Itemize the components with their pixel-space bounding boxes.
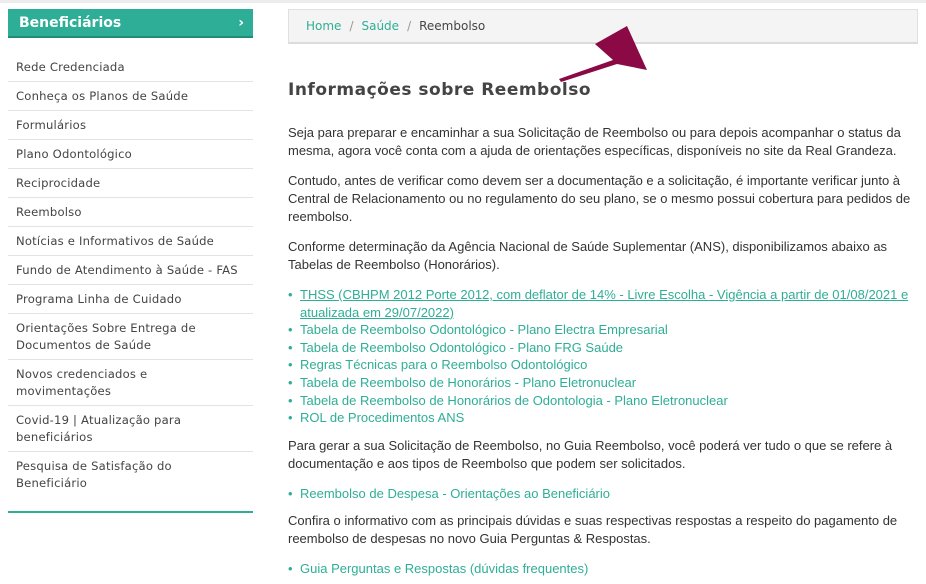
sidebar xyxy=(8,9,253,513)
list-item xyxy=(288,485,918,503)
list-item xyxy=(288,321,918,339)
breadcrumb-current: Reembolso xyxy=(419,19,486,33)
sidebar-item-plano-odontologico[interactable]: Plano Odontológico xyxy=(8,140,253,169)
faq-paragraph: Confira o informativo com as principais dúvidas e suas respectivas respostas a respeito do pagamento de reembolso de despesas no novo Guia Perguntas & Respostas. xyxy=(288,513,898,547)
sidebar-item-reembolso[interactable]: Reembolso xyxy=(8,198,253,227)
list-item xyxy=(288,374,918,392)
top-border xyxy=(0,0,926,3)
sidebar-divider xyxy=(8,511,253,513)
sidebar-item-planos-de-saude[interactable]: Conheça os Planos de Saúde xyxy=(8,82,253,111)
sidebar-title: Beneficiários xyxy=(19,14,122,31)
sidebar-item-pesquisa-satisfacao[interactable]: Pesquisa de Satisfação do Beneficiário xyxy=(16,459,172,490)
thss-table-link[interactable]: THSS (CBHPM 2012 Porte 2012, com deflator de 14% - Livre Escolha - Vigência a partir de 01/08/2021 e atualizada em 29/07/2022) xyxy=(300,287,909,320)
sidebar-item-reciprocidade[interactable]: Reciprocidade xyxy=(8,169,253,198)
honorarios-odonto-eletronuclear-link[interactable]: Tabela de Reembolso de Honorários de Odontologia - Plano Eletronuclear xyxy=(300,392,728,408)
rol-procedimentos-link[interactable]: ROL de Procedimentos ANS xyxy=(300,410,465,426)
intro-paragraph: Seja para preparar e encaminhar a sua Solicitação de Reembolso ou para depois acompanhar o status da mesma, agora você conta com a ajuda de orientações específicas, disponíveis no site da Real Grandeza. xyxy=(288,125,901,158)
main-content xyxy=(288,80,918,584)
sidebar-header[interactable] xyxy=(8,9,253,38)
bullet: • xyxy=(288,287,293,302)
list-item xyxy=(288,392,918,410)
list-item xyxy=(288,356,918,374)
bullet: • xyxy=(288,357,293,373)
list-item xyxy=(288,286,918,321)
odonto-frg-link[interactable]: Tabela de Reembolso Odontológico - Plano FRG Saúde xyxy=(300,339,624,355)
breadcrumb-saude[interactable]: Saúde xyxy=(361,19,400,33)
sidebar-item-rede-credenciada[interactable]: Rede Credenciada xyxy=(8,53,253,82)
coverage-paragraph: Contudo, antes de verificar como devem ser a documentação e a solicitação, é importante verificar junto à Central de Relacionamento ou no regulamento do seu plano, se o mesmo possui cobertura para pedidos de reembolso. xyxy=(288,173,911,224)
list-item xyxy=(288,560,918,578)
bullet: • xyxy=(288,410,293,426)
guia-reembolso-list xyxy=(288,485,918,503)
bullet: • xyxy=(288,322,293,338)
list-item xyxy=(288,339,918,357)
sidebar-item-covid-19[interactable]: Covid-19 | Atualização para beneficiários xyxy=(8,406,253,452)
odonto-electra-link[interactable]: Tabela de Reembolso Odontológico - Plano Electra Empresarial xyxy=(300,322,668,338)
breadcrumb-separator: / xyxy=(407,19,412,33)
page-title: Informações sobre Reembolso xyxy=(288,80,592,100)
sidebar-item-entrega-documentos[interactable]: Orientações Sobre Entrega de Documentos de Saúde xyxy=(8,314,253,360)
breadcrumb-home[interactable]: Home xyxy=(306,19,342,33)
reembolso-despesa-link[interactable]: Reembolso de Despesa - Orientações ao Beneficiário xyxy=(300,485,611,501)
reimbursement-tables-list xyxy=(288,286,918,427)
sidebar-item-formularios[interactable]: Formulários xyxy=(8,111,253,140)
guia-perguntas-link[interactable]: Guia Perguntas e Respostas (dúvidas frequentes) xyxy=(300,561,589,577)
bullet: • xyxy=(288,485,293,501)
honorarios-eletronuclear-link[interactable]: Tabela de Reembolso de Honorários - Plano Eletronuclear xyxy=(300,374,637,390)
bullet: • xyxy=(288,392,293,408)
guia-reembolso-paragraph: Para gerar a sua Solicitação de Reembolso, no Guia Reembolso, você poderá ver tudo o que se refere à documentação e aos tipos de Reembolso que podem ser solicitados. xyxy=(288,437,893,471)
sidebar-menu xyxy=(8,53,253,497)
sidebar-item-fas[interactable]: Fundo de Atendimento à Saúde - FAS xyxy=(8,256,253,285)
bullet: • xyxy=(288,374,293,390)
faq-list xyxy=(288,560,918,578)
sidebar-item-novos-credenciados[interactable]: Novos credenciados e movimentações xyxy=(8,360,253,406)
bullet: • xyxy=(288,561,293,577)
ans-paragraph: Conforme determinação da Agência Nacional de Saúde Suplementar (ANS), disponibilizamos abaixo as Tabelas de Reembolso (Honorários). xyxy=(288,239,888,272)
chevron-right-icon: › xyxy=(238,14,244,31)
list-item xyxy=(288,409,918,427)
bullet: • xyxy=(288,339,293,355)
sidebar-item-noticias[interactable]: Notícias e Informativos de Saúde xyxy=(8,227,253,256)
regras-tecnicas-link[interactable]: Regras Técnicas para o Reembolso Odontológico xyxy=(300,357,588,373)
breadcrumb-separator: / xyxy=(349,19,354,33)
sidebar-item-linha-de-cuidado[interactable]: Programa Linha de Cuidado xyxy=(8,285,253,314)
